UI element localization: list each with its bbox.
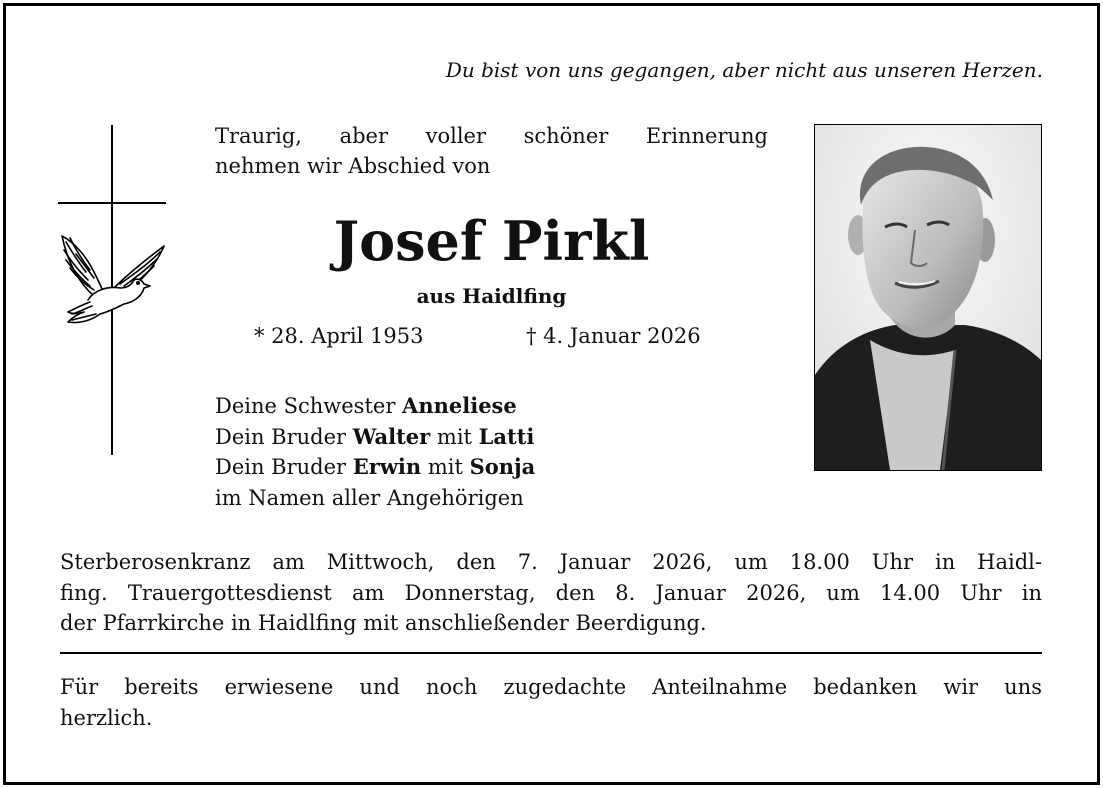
- intro-word: Traurig,: [215, 124, 302, 148]
- family-partner-name: Latti: [478, 423, 535, 449]
- intro-word: voller: [425, 124, 486, 148]
- portrait-photo: [814, 124, 1042, 471]
- family-connector: mit: [430, 424, 479, 449]
- intro-word: Erinnerung: [645, 124, 768, 148]
- thanks-line: herzlich.: [60, 705, 153, 730]
- family-partner-name: Sonja: [469, 454, 536, 479]
- intro-line-1: [215, 121, 768, 151]
- announcement-line: der Pfarrkirche in Haidlfing mit anschließender Beerdigung.: [60, 611, 707, 635]
- family-line: [215, 422, 535, 453]
- intro-word: aber: [339, 124, 388, 148]
- dove-icon: [58, 228, 170, 336]
- thanks-text: [60, 672, 1042, 733]
- intro-line-2: nehmen wir Abschied von: [215, 154, 491, 178]
- family-relation: Deine Schwester: [215, 394, 403, 418]
- intro-word: schöner: [523, 124, 609, 148]
- family-relation: Dein Bruder: [215, 455, 353, 479]
- family-closing: im Namen aller Angehörigen: [215, 485, 524, 510]
- cross-horizontal-bar: [58, 202, 166, 204]
- funeral-announcement: [60, 547, 1042, 639]
- family-line: [215, 452, 535, 483]
- motto: Du bist von uns gegangen, aber nicht aus unseren Herzen.: [445, 58, 1043, 82]
- thanks-line: Für bereits erwiesene und noch zugedachte Anteilnahme bedanken wir uns: [60, 675, 1042, 699]
- family-line: [215, 391, 535, 422]
- deceased-name: Josef Pirkl: [333, 209, 650, 273]
- family-member-name: Walter: [352, 423, 431, 449]
- deceased-origin: aus Haidlfing: [416, 284, 567, 308]
- divider: [60, 652, 1042, 654]
- family-relation: Dein Bruder: [215, 424, 353, 449]
- announcement-line: Sterberosenkranz am Mittwoch, den 7. Januar 2026, um 18.00 Uhr in Haidl-: [60, 550, 1042, 574]
- family-connector: mit: [421, 455, 470, 479]
- family-member-name: Anneliese: [402, 393, 517, 418]
- family-list: [215, 391, 535, 513]
- intro-text: [215, 121, 768, 181]
- family-member-name: Erwin: [352, 454, 422, 479]
- death-date: † 4. Januar 2026: [526, 324, 701, 348]
- birth-date: * 28. April 1953: [254, 324, 424, 348]
- announcement-line: fing. Trauergottesdienst am Donnerstag, den 8. Januar 2026, um 14.00 Uhr in: [60, 580, 1042, 605]
